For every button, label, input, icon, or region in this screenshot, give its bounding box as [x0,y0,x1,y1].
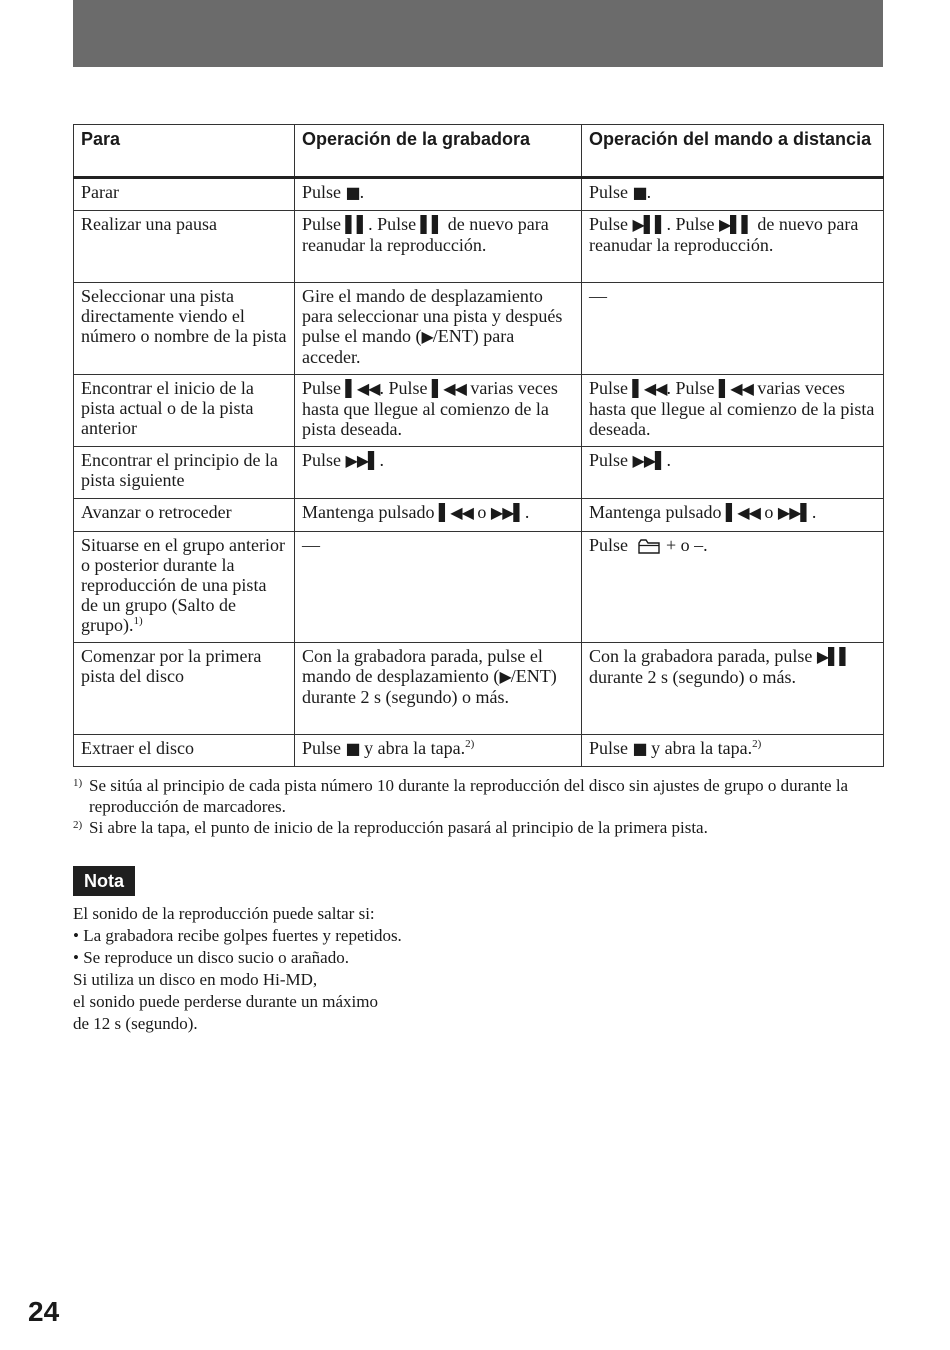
play-pause-icon: ▶▌▌ [632,215,667,234]
play-icon: ▶ [499,667,511,686]
next-track-icon: ▶▶▌ [777,503,812,522]
nota-intro: El sonido de la reproducción puede saltar si: [73,904,375,923]
grabadora-cell: Pulse ■ y abra la tapa.$^{2)}$ [295,735,582,767]
nota-bullet: • Se reproduce un disco sucio o arañado. [73,948,349,967]
nota-bullet: • La grabadora recibe golpes fuertes y repetidos. [73,926,402,945]
grabadora-cell: Pulse ▌▌. Pulse ▌▌ de nuevo para reanudar la reproducción. [295,211,582,283]
stop-icon: ■ [632,183,647,202]
grabadora-cell: Pulse ■. [295,178,582,211]
mando-cell: Pulse ▌◀◀. Pulse ▌◀◀ varias veces hasta que llegue al comienzo de la pista deseada. [582,375,884,447]
grabadora-cell: Pulse ▌◀◀. Pulse ▌◀◀ varias veces hasta que llegue al comienzo de la pista deseada. [295,375,582,447]
header-para: Para [74,125,295,178]
row-label: Situarse en el grupo anterior o posterior durante la reproducción de una pista de un grupo (Salto de grupo).$^{1)}$ [74,532,295,643]
table-row [74,499,884,532]
pause-icon: ▌▌ [420,215,444,234]
grabadora-cell: Pulse ▶▶▌. [295,447,582,499]
grabadora-cell: Con la grabadora parada, pulse el mando de desplazamiento (▶/ENT) durante 2 s (segundo) o más. [295,643,582,735]
stop-icon: ■ [345,739,360,758]
group-folder-icon [638,539,660,554]
table-row [74,532,884,643]
header-grabadora: Operación de la grabadora [295,125,582,178]
header-band [73,0,883,67]
operations-table [73,124,884,767]
mando-cell: Mantenga pulsado ▌◀◀ o ▶▶▌. [582,499,884,532]
nota-outro: de 12 s (segundo). [73,1014,198,1033]
grabadora-cell: Gire el mando de desplazamiento para seleccionar una pista y después pulse el mando (▶/ENT) para acceder. [295,283,582,375]
nota-outro: el sonido puede perderse durante un máximo [73,992,378,1011]
table-row [74,375,884,447]
footnote-2: $^{2)}$ Si abre la tapa, el punto de inicio de la reproducción pasará al principio de la primera pista. [73,818,708,837]
table-row [74,211,884,283]
table-row [74,178,884,211]
previous-track-icon: ▌◀◀ [718,379,753,398]
row-label: Extraer el disco [74,735,295,767]
previous-track-icon: ▌◀◀ [431,379,466,398]
nota-outro: Si utiliza un disco en modo Hi-MD, [73,970,318,989]
row-label: Realizar una pausa [74,211,295,283]
play-pause-icon: ▶▌▌ [816,647,851,666]
stop-icon: ■ [632,739,647,758]
row-label: Comenzar por la primera pista del disco [74,643,295,735]
next-track-icon: ▶▶▌ [632,451,667,470]
row-label: Parar [74,178,295,211]
page-number: 24 [28,1296,60,1327]
play-pause-icon: ▶▌▌ [718,215,753,234]
row-label: Encontrar el principio de la pista siguiente [74,447,295,499]
row-label: Encontrar el inicio de la pista actual o de la pista anterior [74,375,295,447]
header-mando: Operación del mando a distancia [582,125,884,178]
stop-icon: ■ [345,183,360,202]
table-row [74,283,884,375]
next-track-icon: ▶▶▌ [490,503,525,522]
mando-cell: Pulse ■. [582,178,884,211]
play-icon: ▶ [421,327,433,346]
previous-track-icon: ▌◀◀ [345,379,380,398]
next-track-icon: ▶▶▌ [345,451,380,470]
mando-cell: Pulse ▶▶▌. [582,447,884,499]
table-header-row [74,125,884,178]
mando-cell: Con la grabadora parada, pulse ▶▌▌ durante 2 s (segundo) o más. [582,643,884,735]
pause-icon: ▌▌ [345,215,369,234]
row-label: Seleccionar una pista directamente viendo el número o nombre de la pista [74,283,295,375]
mando-cell: Pulse ■ y abra la tapa.$^{2)}$ [582,735,884,767]
table-row [74,735,884,767]
previous-track-icon: ▌◀◀ [725,503,760,522]
previous-track-icon: ▌◀◀ [632,379,667,398]
mando-cell: — [582,283,884,375]
table-row [74,643,884,735]
row-label: Avanzar o retroceder [74,499,295,532]
nota-body [73,903,433,1035]
previous-track-icon: ▌◀◀ [438,503,473,522]
grabadora-cell: Mantenga pulsado ▌◀◀ o ▶▶▌. [295,499,582,532]
footnote-1: $^{1)}$ Se sitúa al principio de cada pista número 10 durante la reproducción del disco sin ajustes de grupo o durante la reproducción de marcadores. [73,776,849,816]
grabadora-cell: — [295,532,582,643]
table-row [74,447,884,499]
mando-cell: Pulse ▶▌▌. Pulse ▶▌▌ de nuevo para reanudar la reproducción. [582,211,884,283]
footnotes [73,775,883,838]
nota-badge: Nota [73,866,135,896]
mando-cell: Pulse + o –. [582,532,884,643]
